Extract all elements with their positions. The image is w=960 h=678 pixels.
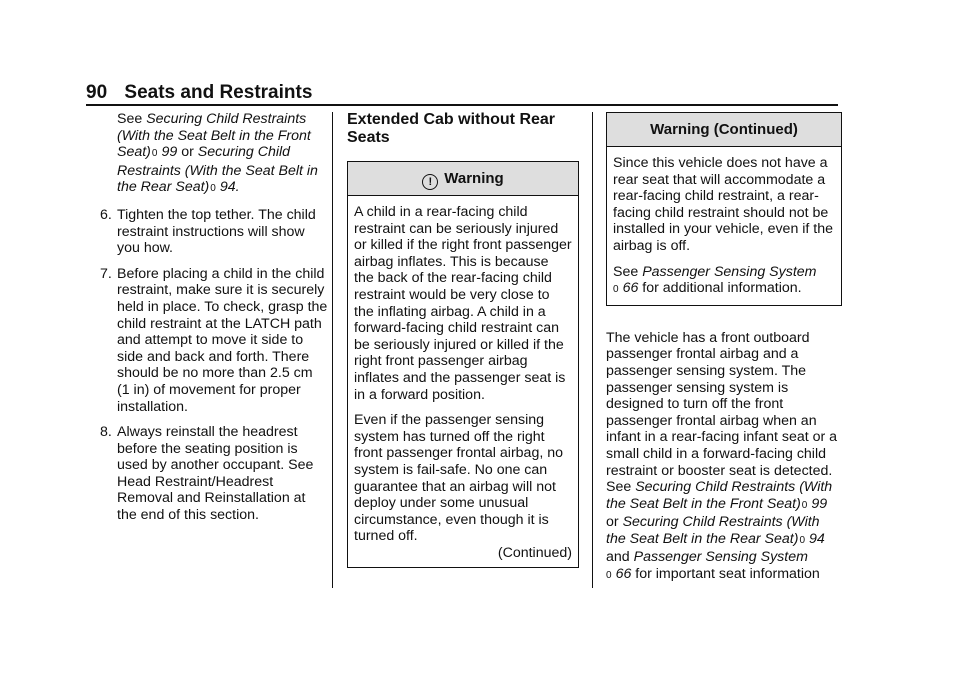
see-or: or (606, 514, 623, 531)
warning-continued-header: Warning (Continued) (607, 113, 841, 147)
step-text: Before placing a child in the child restraint, make sure it is securely held in place. To check, grasp the child restraint at the LATCH path and attempt to move it side to side and back and forth. There should be no more than 2.5 cm (1 in) of movement for proper installation. (117, 265, 328, 415)
step-number: 7. (100, 265, 112, 282)
step-list (100, 207, 328, 524)
step-text: Tighten the top tether. The child restraint instructions will show you how. (117, 206, 316, 257)
step-number: 6. (100, 206, 112, 223)
warning-title: Warning (444, 170, 504, 187)
see-suffix: for additional information. (638, 280, 802, 297)
column-right (606, 112, 840, 585)
ref-page-99[interactable]: 99 (161, 144, 178, 161)
see-or: or (177, 144, 198, 161)
ref-page-66[interactable]: 66 (622, 280, 639, 297)
ref-link-passenger-sensing[interactable]: Passenger Sensing System (642, 263, 817, 280)
ref-arrow-icon: 0 (210, 183, 216, 195)
ref-arrow-icon: 0 (801, 499, 808, 511)
subheading: Extended Cab without Rear Seats (347, 111, 556, 146)
ref-link-front-seat[interactable]: Securing Child Restraints (With the Seat Belt in the Front Seat) (117, 111, 311, 161)
ref-page-94[interactable]: 94 (219, 179, 236, 196)
column-middle (347, 111, 579, 568)
see-and: and (606, 549, 634, 566)
see-end: . (235, 179, 240, 196)
body-paragraph: The vehicle has a front outboard passenger frontal airbag and a passenger sensing system. The passenger sensing system is designed to turn off the front passenger frontal airbag when an infant in a rear-facing infant seat or a small child in a forward-facing child restraint or booster seat is detected. (606, 329, 838, 479)
warning-circle-icon: ! (422, 174, 438, 190)
ref-page-99[interactable]: 99 (811, 495, 828, 512)
page-header (86, 82, 312, 104)
header-rule (86, 104, 838, 106)
warning-paragraph: A child in a rear-facing child restraint can be seriously injured or killed if the right front passenger airbag inflates. This is because the back of the rear-facing child restraint would be very close to the inflating airbag. A child in a forward-facing child restraint can be seriously injured or killed if the right front passenger airbag inflates and the passenger seat is in a forward position. (354, 204, 572, 403)
ref-link-passenger-sensing[interactable]: Passenger Sensing System (633, 549, 808, 566)
ref-page-66[interactable]: 66 (615, 566, 632, 583)
warning-paragraph: Even if the passenger sensing system has turned off the right front passenger frontal airbag, no system is fail-safe. No one can guarantee that an airbag will not deploy under some unusual circumstance, even though it is turned off. (354, 412, 564, 545)
see-suffix: for important seat information (631, 566, 820, 583)
continued-label: (Continued) (497, 544, 572, 561)
ref-link-rear-seat[interactable]: Securing Child Restraints (With the Seat Belt in the Rear Seat) (117, 144, 318, 196)
ref-arrow-icon: 0 (799, 534, 805, 546)
warning-continued-body (607, 147, 841, 305)
see-prefix: See (613, 263, 643, 280)
warning-paragraph: Since this vehicle does not have a rear seat that will accommodate a rear-facing child restraint, a rear-facing child restraint should not be installed in your vehicle, even if the airbag is off. (613, 155, 834, 254)
warning-header (348, 162, 578, 196)
list-item (100, 206, 328, 257)
ref-link-front-seat[interactable]: Securing Child Restraints (With the Seat Belt in the Front Seat) (606, 479, 833, 512)
warning-continued-box (606, 112, 842, 306)
see-prefix: See (117, 111, 147, 127)
see-prefix: See (606, 479, 636, 496)
warning-box (347, 161, 579, 568)
step-text: Always reinstall the headrest before the seating position is used by another occupant. See Head Restraint/Headrest Removal and Reinstallation at the end of this section. (117, 424, 314, 524)
column-divider-1 (332, 112, 333, 588)
see-also-paragraph (100, 111, 328, 198)
page-number: 90 (86, 82, 108, 103)
see-also-paragraph (606, 479, 840, 585)
ref-arrow-icon: 0 (613, 284, 619, 296)
ref-arrow-icon: 0 (606, 570, 612, 582)
section-title: Seats and Restraints (124, 82, 313, 103)
see-also-paragraph (613, 264, 835, 299)
list-item (100, 424, 328, 524)
ref-page-94[interactable]: 94 (809, 530, 825, 547)
list-item (100, 265, 328, 415)
ref-arrow-icon: 0 (151, 148, 158, 160)
warning-body (348, 196, 578, 567)
ref-link-rear-seat[interactable]: Securing Child Restraints (With the Seat Belt in the Rear Seat) (606, 514, 820, 547)
body-section (606, 330, 840, 585)
column-divider-2 (592, 112, 593, 588)
step-number: 8. (100, 424, 112, 441)
column-left (100, 111, 328, 533)
